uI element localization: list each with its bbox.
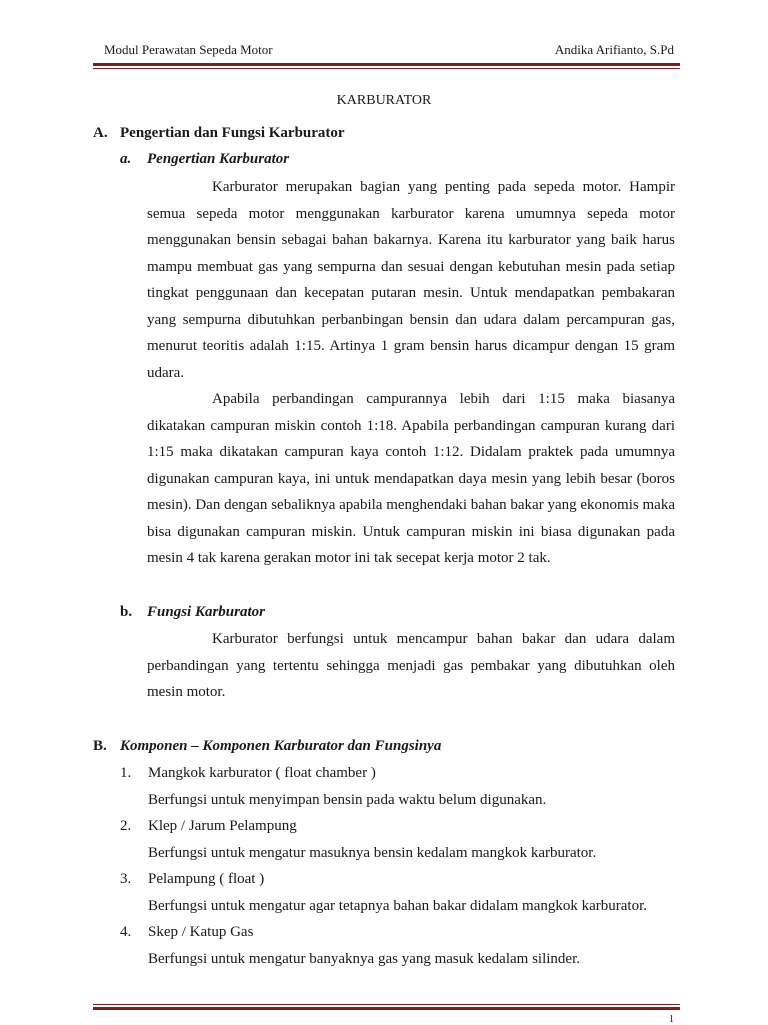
section-a-marker: A. (93, 125, 108, 141)
list-item-name: Klep / Jarum Pelampung (148, 818, 297, 834)
list-item-description: Berfungsi untuk mengatur agar tetapnya bahan bakar didalam mangkok karburator. (148, 898, 647, 914)
header-author: Andika Arifianto, S.Pd (554, 42, 674, 57)
list-item-name: Skep / Katup Gas (148, 924, 254, 940)
list-item-name: Pelampung ( float ) (148, 871, 265, 887)
subsection-a-title: Pengertian Karburator (147, 151, 290, 167)
section-a-title: Pengertian dan Fungsi Karburator (120, 125, 345, 141)
paragraph-pengertian-2: Apabila perbandingan campurannya lebih dari 1:15 maka biasanya dikatakan campuran miskin contoh 1:18. Apabila perbandingan campuran kurang dari 1:15 maka dikatakan campuran kaya contoh 1:12. Didalam praktek pada umumnya digunakan campuran kaya, ini untuk mendapatkan daya mesin yang lebih besar (boros mesin). Dan dengan sebaliknya apabila menghendaki bahan bakar yang ekonomis maka bisa digunakan campuran miskin. Untuk campuran miskin ini biasa digunakan pada mesin 4 tak karena gerakan motor ini tak secepat kerja motor 2 tak. (147, 391, 675, 566)
footer-rule-thin (93, 1004, 680, 1005)
section-b-heading (93, 738, 441, 755)
header-rule-thin (93, 68, 680, 69)
section-a-heading (93, 125, 345, 142)
subsection-a-heading (120, 151, 289, 168)
paragraph-fungsi: Karburator berfungsi untuk mencampur bahan bakar dan udara dalam perbandingan yang tertentu sehingga menjadi gas pembakar yang dibutuhkan oleh mesin motor. (147, 631, 675, 700)
section-b-marker: B. (93, 738, 107, 754)
list-item-number: 4. (120, 924, 132, 940)
section-b-title: Komponen – Komponen Karburator dan Fungsinya (120, 738, 442, 754)
page-number: 1 (669, 1014, 674, 1025)
list-item-number: 1. (120, 765, 132, 781)
subsection-b-marker: b. (120, 604, 133, 620)
list-item-description: Berfungsi untuk mengatur masuknya bensin kedalam mangkok karburator. (148, 845, 597, 861)
list-item-number: 2. (120, 818, 132, 834)
paragraph-pengertian-1: Karburator merupakan bagian yang penting pada sepeda motor. Hampir semua sepeda motor menggunakan karburator karena umumnya sepeda motor menggunakan bensin sebagai bahan bakarnya. Karena itu karburator yang baik harus mampu membuat gas yang sempurna dan sesuai dengan kebutuhan mesin pada setiap tingkat penggunaan dan kecepatan putaran mesin. Untuk mendapatkan pembakaran yang sempurna dibutuhkan perbanbingan bensin dan udara dalam percampuran gas, menurut teoritis adalah 1:15. Artinya 1 gram bensin harus dicampur dengan 15 gram udara. (147, 179, 675, 381)
page-title: KARBURATOR (336, 93, 432, 108)
list-item-description: Berfungsi untuk menyimpan bensin pada waktu belum digunakan. (148, 792, 547, 808)
subsection-a-marker: a. (120, 151, 132, 167)
subsection-b-title: Fungsi Karburator (147, 604, 265, 620)
subsection-b-heading (120, 604, 265, 621)
header-module-title: Modul Perawatan Sepeda Motor (104, 42, 273, 57)
footer-rule-thick (93, 1007, 680, 1010)
list-item-number: 3. (120, 871, 132, 887)
list-item-name: Mangkok karburator ( float chamber ) (148, 765, 376, 781)
list-item-description: Berfungsi untuk mengatur banyaknya gas yang masuk kedalam silinder. (148, 951, 580, 967)
header-rule-thick (93, 63, 680, 66)
